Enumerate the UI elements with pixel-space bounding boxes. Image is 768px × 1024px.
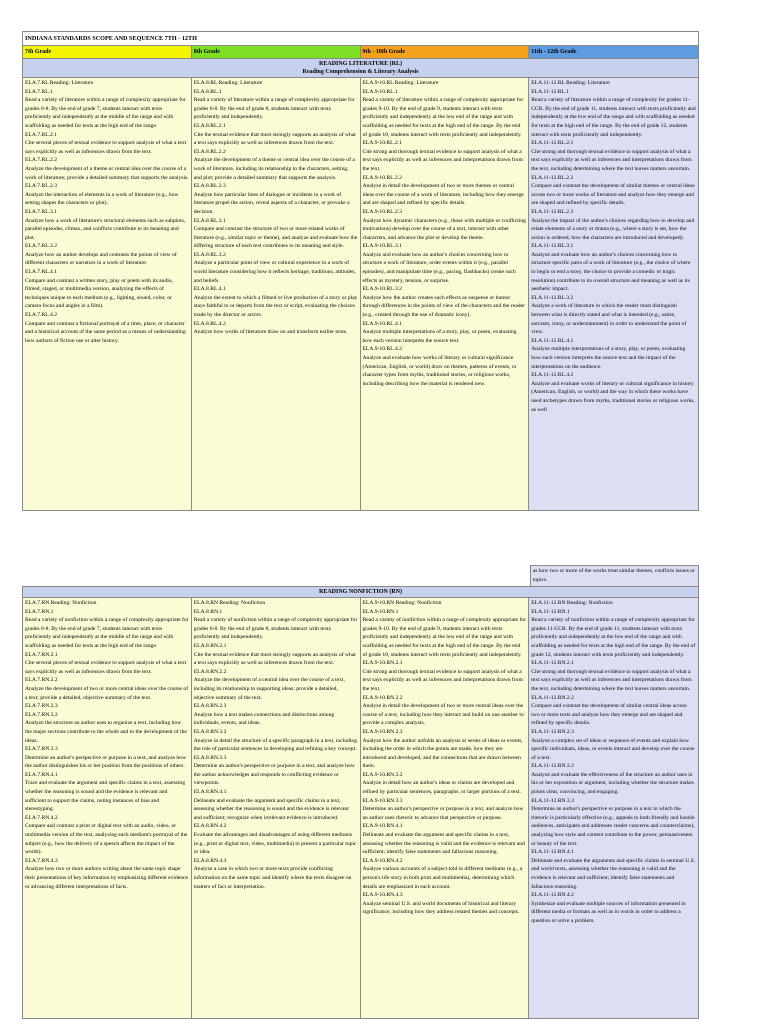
rl-grade-7-column <box>23 78 192 510</box>
standard-code: ELA.9-10.RN.3.3 <box>362 797 403 804</box>
rn-columns <box>22 597 699 1019</box>
standard-code: ELA.7.RN.4.1 <box>25 771 58 778</box>
standard-text: Compare and contrast the development of similar central ideas across two or more texts and analyze how they emerge and are shaped and refined by specific details. <box>531 703 687 727</box>
standard-code: ELA.8.RL.2.3 <box>193 183 226 190</box>
standard-code: ELA.9-10.RL.2.3 <box>362 208 402 215</box>
standard-code: ELA.9-10.RL.4.2 <box>362 346 402 353</box>
rl-section-subtitle: Reading Comprehension & Literary Analysis <box>302 69 419 75</box>
rl-section-header <box>22 58 699 77</box>
rn-grade-11-12-column <box>529 598 698 1018</box>
standard-code: ELA.9-10.RL.1 <box>362 88 398 95</box>
standard-text: Delineate and evaluate the arguments and specific claims in seminal U.S. and world texts, assessing whether the reasoning is valid and the evidence is relevant and sufficient; identify false statements and fallacious reasoning. <box>531 857 696 890</box>
standard-code: ELA.7.RN.4.3 <box>25 857 58 864</box>
standard-code: ELA.8.RN.2.3 <box>193 703 227 710</box>
rl-continued-row <box>22 565 699 586</box>
standard-code: ELA.8.RN.4.2 <box>193 823 227 830</box>
standard-text: Analyze a case in which two or more texts provide conflicting information on the same topic and identify where the texts disagree on matters of fact or interpretation. <box>193 866 352 890</box>
standard-text: Read a variety of nonfiction within a range of complexity appropriate for grades 11-CCR. By the end of grade 11, students interact with texts proficiently and independently at the low end of the range and with scaffolding as needed for texts at the high end of the range. By the end of grade 12, students interact with texts proficiently and independently. <box>531 617 696 658</box>
standard-text: Synthesize and evaluate multiple sources of information presented in different media or formats as well as in words in order to address a question or solve a problem. <box>531 900 686 924</box>
standard-code: ELA.9-10.RL.2.2 <box>362 174 402 181</box>
rl-grade-8-column <box>192 78 361 510</box>
standard-code: ELA.9-10.RN.4.1 <box>362 823 403 830</box>
standard-code: ELA.11-12.RN Reading: Nonfiction <box>531 600 613 606</box>
standard-text: Analyze how dynamic characters (e.g., those with multiple or conflicting motivations) develop over the course of a text, interact with other characters, and advance the plot or develop the theme. <box>362 217 526 241</box>
standard-text: Cite strong and thorough textual evidence to support analysis of what a text says explicitly as well as inferences and interpretations drawn from the text. <box>362 148 523 172</box>
rn-grade-9-10-column <box>361 598 530 1018</box>
standard-text: Analyze the extent to which a filmed or live production of a story or play stays faithful to or departs from the text or script, evaluating the choices made by the director or actors. <box>193 294 358 319</box>
standard-text: Cite strong and thorough textual evidence to support analysis of what a text says explicitly as well as inferences and interpretations drawn from the text, including determining where the text leaves matters uncertain. <box>531 148 692 172</box>
standard-text: Determine an author's perspective or purpose in a text, and analyze how the author acknowledges and responds to conflicting evidence or viewpoints. <box>193 763 355 787</box>
standard-text: Compare and contrast a written story, play or poem with its audio, filmed, staged, or multimedia version, analyzing the effects of techniques unique to each medium (e.g., lighting, sound, color, or camera focus and angles in a film). <box>25 277 173 310</box>
standard-text: Analyze how particular lines of dialogue or incidents in a work of literature propel the action, reveal aspects of a character, or provoke a decision. <box>193 191 350 215</box>
standard-text: Analyze the development of two or more central ideas over the course of a text; provide a detailed, objective summary of the text. <box>25 685 189 701</box>
standard-code: ELA.9-10.RL.3.1 <box>362 243 402 250</box>
standard-code: ELA.7.RL.4.1 <box>25 269 58 276</box>
standard-code: ELA.8.RL.4.1 <box>193 286 226 293</box>
standard-code: ELA.8.RN.4.3 <box>193 857 227 864</box>
standard-text: Analyze how a work of literature's structural elements such as subplots, parallel episodes, climax, and conflicts contribute to its meaning and plot. <box>25 217 186 241</box>
standard-text: Cite the textual evidence that most strongly supports an analysis of what a text says explicitly as well as inferences drawn from the text. <box>193 651 356 667</box>
standard-code: ELA.8.RL Reading: Literature <box>193 80 263 86</box>
standard-code: ELA.7.RN.2.2 <box>25 677 58 684</box>
standard-code: ELA.7.RN.2.3 <box>25 703 58 710</box>
standard-text: Cite strong and thorough textual evidence to support analysis of what a text says explicitly as well as inferences and interpretations drawn from the text. <box>362 668 523 692</box>
standard-code: ELA.7.RL Reading: Literature <box>25 80 94 86</box>
standard-code: ELA.9-10.RN.2.3 <box>362 728 403 735</box>
standard-text: Analyze how two or more authors writing about the same topic shape their presentations of key information by emphasizing different evidence or advancing different interpretations of facts. <box>25 866 188 890</box>
standard-code: ELA.7.RN.4.2 <box>25 814 58 821</box>
standard-code: ELA.9-10.RL.2.1 <box>362 140 402 147</box>
standard-text: Delineate and evaluate the argument and specific claims in a text, assessing whether the reasoning is valid and the evidence is relevant and sufficient; identify false statements and fallacious reasoning. <box>362 832 525 856</box>
standard-code: ELA.11-12.RN.2.2 <box>531 694 574 701</box>
rn-grade-8-column <box>192 598 361 1018</box>
standard-text: Read a variety of literature within a range of complexity appropriate for grades 9-10. By the end of grade 9, students interact with texts proficiently and independently at the low end of the range and with scaffolding as needed for texts at the high end of the range. By the end of grade 10, students interact with texts proficiently and independently. <box>362 97 524 138</box>
standard-text: Analyze how works of literature draw on and transform earlier texts. <box>193 329 348 336</box>
standard-text: Analyze the impact of the author's choices regarding how to develop and relate elements of a story or drama (e.g., where a story is set, how the action is ordered, how the characters are introduced and developed). <box>531 217 695 241</box>
standard-text: Read a variety of literature within a range of complexity for grades 11-CCR. By the end of grade 11, students interact with texts proficiently and independently at the low end of the range and with scaffolding as needed for texts at the high end of the range. By the end of grade 12, students interact with texts proficiently and independently. <box>531 97 696 138</box>
standard-code: ELA.9-10.RL.4.1 <box>362 320 402 327</box>
standard-code: ELA.8.RL.3.2 <box>193 251 226 258</box>
standard-code: ELA.8.RL.1 <box>193 88 222 95</box>
standards-document <box>22 31 699 511</box>
standard-text: Determine an author's perspective or purpose in a text, and analyze how the author distinguishes his or her position from the positions of others. <box>25 754 186 770</box>
standard-code: ELA.9-10.RN Reading: Nonfiction <box>362 600 442 606</box>
standard-code: ELA.7.RL.1 <box>25 88 53 95</box>
standard-code: ELA.7.RN.3.3 <box>25 746 58 753</box>
standard-code: ELA.11-12.RN.4.1 <box>531 849 574 856</box>
standard-code: ELA.11-12.RL.2.2 <box>531 174 574 181</box>
standard-code: ELA.11-12.RN.3.2 <box>531 763 574 770</box>
standard-code: ELA.11-12.RN.4.2 <box>531 892 574 899</box>
standard-text: Read a variety of literature within a range of complexity appropriate for grades 6-8. By the end of grade 7, students interact with texts proficiently and independently at the middle of the range and with scaffolding as needed for texts at the high end of the range. <box>25 97 186 129</box>
standard-code: ELA.9-10.RL Reading: Literature <box>362 80 439 86</box>
standard-code: ELA.11-12.RN.2.3 <box>531 728 574 735</box>
standard-text: Analyze how the author creates such effects as suspense or humor through differences in the points of view of the characters and the reader (e.g., created through the use of dramatic irony). <box>362 294 525 319</box>
rl-section-title: READING LITERATURE (RL) <box>319 61 402 67</box>
grade-11-12-header: 11th - 12th Grade <box>529 46 698 58</box>
standard-text: Evaluate the advantages and disadvantages of using different mediums (e.g., print or digital text, video, multimedia) to present a particular topic or idea. <box>193 832 357 856</box>
standard-text: Analyze seminal U.S. and world documents of historical and literary significance, including how they address related themes and concepts. <box>362 900 520 916</box>
rl-columns <box>22 77 699 511</box>
standard-text: Compare and contrast a fictional portrayal of a time, place, or character and a historical account of the same period as a means of understanding how authors of fiction use or alter history. <box>25 320 186 344</box>
standard-code: ELA.11-12.RL.4.1 <box>531 337 574 344</box>
standard-code: ELA.8.RN.4.1 <box>193 789 227 796</box>
standard-code: ELA.8.RN.2.2 <box>193 668 227 675</box>
standard-code: ELA.8.RL.2.1 <box>193 122 226 129</box>
standard-code: ELA.11-12.RN.3.3 <box>531 797 574 804</box>
standard-code: ELA.7.RN Reading: Nonfiction <box>25 600 97 606</box>
standard-text: Analyze a complex set of ideas or sequence of events and explain how specific individuals, ideas, or events interact and develop over the course of a text. <box>531 737 695 761</box>
standard-text: Compare and contrast a print or digital text with an audio, video, or multimedia version of the text, analyzing each medium's portrayal of the subject (e.g., how the delivery of a speech affects the impact of the words). <box>25 823 188 856</box>
standard-code: ELA.8.RL.4.2 <box>193 320 226 327</box>
standard-text: Delineate and evaluate the argument and specific claims in a text, assessing whether the reasoning is sound and the evidence is relevant and sufficient; recognize when irrelevant evidence is introduced. <box>193 797 349 821</box>
standard-code: ELA.8.RN.2.1 <box>193 642 227 649</box>
standard-text: Analyze the development of a theme or central idea over the course of a work of literature; provide a detailed summary that supports the analysis. <box>25 165 189 181</box>
standard-text: Analyze and evaluate how works of literary or cultural significance (American, English, or world) draw on themes, patterns of events, or character types from myths, traditional stories, or religious works, including describing how the material is rendered new. <box>362 355 517 387</box>
grade-8-header: 8th Grade <box>192 46 361 58</box>
standard-code: ELA.9-10.RN.2.2 <box>362 694 403 701</box>
standard-code: ELA.11-12.RL.4.2 <box>531 372 574 379</box>
standard-code: ELA.11-12.RL.3.2 <box>531 294 574 301</box>
standard-text: Analyze the interaction of elements in a work of literature (e.g., how setting shapes the characters or plot). <box>25 191 179 207</box>
standard-text: Determine an author's perspective or purpose in a text, and analyze how an author uses rhetoric to advance that perspective or purpose. <box>362 806 524 821</box>
standard-code: ELA.8.RN.1 <box>193 608 223 615</box>
standard-text: Analyze the development of a theme or central idea over the course of a work of literature, including its relationship to the characters, setting, and plot; provide a detailed summary that supports the analysis. <box>193 157 355 181</box>
document-title: INDIANA STANDARDS SCOPE AND SEQUENCE 7TH - 12TH <box>22 31 699 45</box>
standard-code: ELA.7.RL.3.1 <box>25 208 58 215</box>
standard-code: ELA.8.RN.3.3 <box>193 754 227 761</box>
standard-text: Analyze and evaluate works of literary or cultural significance in history (American, English, or world) and the way in which these works have used archetypes drawn from myths, traditional stories or religious works, as well <box>531 380 695 413</box>
rn-block <box>22 565 699 1019</box>
standard-text: Analyze multiple interpretations of a story, play, or poem, evaluating how each version interprets the source text. <box>362 329 517 344</box>
grade-7-header: 7th Grade <box>23 46 192 58</box>
rn-grade-7-column <box>23 598 192 1018</box>
standard-text: Compare and contrast the structure of two or more related works of literature (e.g., similar topic or theme), and analyze and evaluate how the differing structure of each text contributes to its meaning and style. <box>193 226 358 250</box>
standard-text: Analyze various accounts of a subject told in different mediums (e.g., a person's life story in both print and multimedia), determining which details are emphasized in each account. <box>362 866 523 890</box>
standard-code: ELA.9-10.RN.2.1 <box>362 660 403 667</box>
standard-text: Analyze multiple interpretations of a story, play, or poem, evaluating how each version interprets the source text and the impact of the interpretations on the audience. <box>531 346 686 370</box>
standard-text: Analyze how an author develops and contrasts the points of view of different characters or narrators in a work of literature. <box>25 251 177 267</box>
standard-text: Analyze and evaluate how an author's choices concerning how to structure specific parts of a work of literature (e.g., the choice of where to begin or end a story, the choice to provide a comedic or tragic resolution) contribute to its overall structure and meaning as well as its aesthetic impact. <box>531 251 691 293</box>
standard-code: ELA.8.RL.3.1 <box>193 217 226 224</box>
standard-code: ELA.7.RL.2.1 <box>25 131 58 138</box>
standard-text: Determine an author's perspective or purpose in a text in which the rhetoric is particularly effective (e.g., appeals to both friendly and hostile audiences, anticipates and addresses reader concerns and counterclaims), analyzing how style and content contribute to the power, persuasiveness or beauty of the text. <box>531 806 695 847</box>
standard-code: ELA.9-10.RN.1 <box>362 608 399 615</box>
rl-grade-11-12-column <box>529 78 698 510</box>
standard-code: ELA.9-10.RN.4.2 <box>362 857 403 864</box>
standard-code: ELA.8.RL.2.2 <box>193 148 226 155</box>
standard-text: Cite the textual evidence that most strongly supports an analysis of what a text says explicitly as well as inferences drawn from the text. <box>193 131 356 147</box>
grade-header-row <box>22 45 699 58</box>
standard-code: ELA.7.RL.2.2 <box>25 157 58 164</box>
standard-text: Analyze how the author unfolds an analysis or series of ideas or events, including the order in which the points are made, how they are introduced and developed, and the connections that are drawn between them. <box>362 737 523 770</box>
standard-text: Analyze in detail the development of two or more central ideas over the course of a text, including how they interact and build on one another to provide a complex analysis. <box>362 703 524 727</box>
standard-text: Compare and contrast the development of similar themes or central ideas across two or more works of literature and analyze how they emerge and are shaped and refined by specific details. <box>531 183 695 207</box>
standard-code: ELA.7.RL.2.3 <box>25 183 58 190</box>
standard-text: Analyze a work of literature in which the reader must distinguish between what is directly stated and what is intended (e.g., satire, sarcasm, irony, or understatement) in order to understand the point of view. <box>531 303 687 336</box>
grade-9-10-header: 9th - 10th Grade <box>361 46 530 58</box>
standard-text: Cite several pieces of textual evidence to support analysis of what a text says explicitly as well as inferences drawn from the text. <box>25 660 187 675</box>
standard-code: ELA.8.RN Reading: Nonfiction <box>193 600 266 606</box>
standard-code: ELA.11-12.RL.3.1 <box>531 243 574 250</box>
standard-code: ELA.7.RN.2.1 <box>25 651 58 658</box>
standard-text: Analyze how a text makes connections and distinctions among individuals, events, and ideas. <box>193 711 335 727</box>
standard-text: Analyze the structure an author uses to organize a text, including how the major sections contribute to the whole and to the development of the ideas. <box>25 720 187 744</box>
standard-code: ELA.9-10.RN.3.2 <box>362 771 403 778</box>
standard-code: ELA.11-12.RL.2.1 <box>531 140 574 147</box>
standard-text: Read a variety of nonfiction within a range of complexity appropriate for grades 9-10. By the end of grade 9, students interact with texts proficiently and independently at the low end of the range and with scaffolding as needed for texts at the high end of the range. By the end of grade 10, students interact with texts proficiently and independently. <box>362 617 527 658</box>
standard-code: ELA.11-12.RN.1 <box>531 608 570 615</box>
standard-text: Read a variety of literature within a range of complexity appropriate for grades 6-8. By the end of grade 8, students interact with texts proficiently and independently. <box>193 97 355 121</box>
standard-text: Analyze and evaluate the effectiveness of the structure an author uses in his or her exposition or argument, including whether the structure makes points clear, convincing, and engaging. <box>531 771 694 796</box>
standard-text: Cite strong and thorough textual evidence to support analysis of what a text says explicitly as well as inferences and interpretations drawn from the text, including determining where the text leaves matters uncertain. <box>531 668 692 692</box>
standard-text: Read a variety of nonfiction within a range of complexity appropriate for grades 6-8. By the end of grade 8, students interact with texts proficiently and independently. <box>193 617 358 641</box>
standard-code: ELA.11-12.RL.2.3 <box>531 208 574 215</box>
standard-code: ELA.8.RN.3.2 <box>193 728 227 735</box>
standard-code: ELA.9-10.RN.4.3 <box>362 892 403 899</box>
standard-text: Trace and evaluate the argument and specific claims in a text, assessing whether the reasoning is sound and the evidence is relevant and sufficient to support the claims, noting instances of bias and stereotyping. <box>25 780 185 813</box>
standard-code: ELA.7.RN.1 <box>25 608 54 615</box>
standard-code: ELA.11-12.RN.2.1 <box>531 660 574 667</box>
standard-code: ELA.7.RN.3.2 <box>25 711 58 718</box>
rn-section-title: READING NONFICTION (RN) <box>318 589 402 595</box>
standard-code: ELA.7.RL.3.2 <box>25 243 58 250</box>
rl-grade-11-12-continued: as how two or more of the works treat similar themes, conflicts issues or topics. <box>530 565 699 586</box>
standard-text: Cite several pieces of textual evidence to support analysis of what a text says explicitly as well as inferences drawn from the text. <box>25 140 187 155</box>
standard-code: ELA.9-10.RL.3.2 <box>362 286 402 293</box>
standard-code: ELA.11-12.RL.1 <box>531 88 570 95</box>
standard-text: Analyze in detail how an author's ideas or claims are developed and refined by particular sentences, paragraphs, or larger portions of a text. <box>362 780 521 796</box>
standard-text: Analyze the development of a central idea over the course of a text, including its relationship to supporting ideas; provide a detailed, objective summary of the text. <box>193 677 345 701</box>
standard-code: ELA.11-12.RL Reading: Literature <box>531 80 610 86</box>
standard-text: Analyze in detail the development of two or more themes or central ideas over the course of a work of literature, including how they emerge and are shaped and refined by specific details. <box>362 183 524 207</box>
standard-code: ELA.7.RL.4.2 <box>25 312 58 319</box>
standard-text: Analyze a particular point of view or cultural experience in a work of world literature considering how it reflects heritage, traditions, attitudes, and beliefs. <box>193 260 356 284</box>
standard-text: Read a variety of nonfiction within a range of complexity appropriate for grades 6-8. By the end of grade 7, students interact with texts proficiently and independently at the middle of the range and with scaffolding as needed for texts at the high end of the range. <box>25 617 189 649</box>
rn-section-header <box>22 586 699 597</box>
standard-text: Analyze and evaluate how an author's choices concerning how to structure a work of literature, order events within it (e.g., parallel episodes), and manipulate time (e.g., pacing, flashbacks) create such effects as mystery, tension, or surprise. <box>362 251 516 284</box>
standard-text: Analyze in detail the structure of a specific paragraph in a text, including the role of particular sentences in developing and refining a key concept. <box>193 737 357 753</box>
rl-grade-9-10-column <box>361 78 530 510</box>
